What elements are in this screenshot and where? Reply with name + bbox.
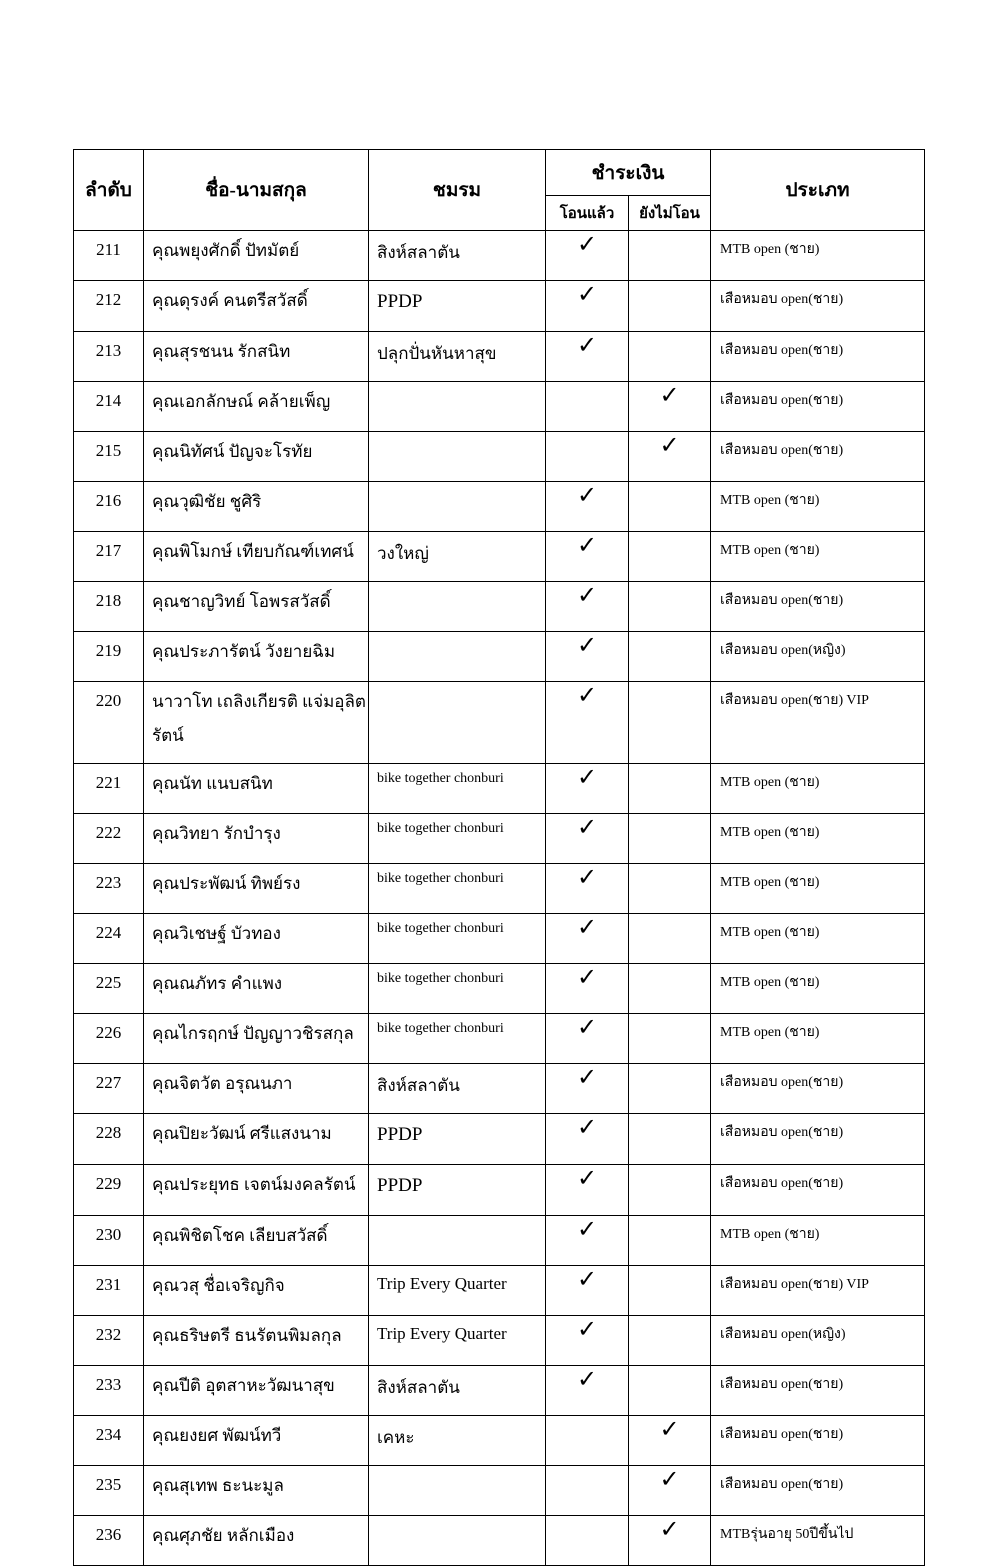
- participant-name: คุณดุรงค์ คนตรีสวัสดิ์: [144, 281, 369, 332]
- participant-name: คุณสุรชนน รักสนิท: [144, 332, 369, 382]
- category: เสือหมอบ open(ชาย) VIP: [711, 682, 925, 764]
- category: เสือหมอบ open(ชาย): [711, 582, 925, 632]
- unpaid-cell: [629, 1416, 711, 1466]
- unpaid-cell: [629, 814, 711, 864]
- row-number: 216: [74, 482, 144, 532]
- row-number: 226: [74, 1014, 144, 1064]
- check-icon: ✓: [659, 1517, 680, 1543]
- table-row: [74, 1366, 925, 1416]
- paid-cell: [546, 382, 629, 432]
- paid-cell: [546, 814, 629, 864]
- check-icon: ✓: [576, 815, 598, 841]
- paid-cell: [546, 532, 629, 582]
- category: เสือหมอบ open(ชาย): [711, 332, 925, 382]
- unpaid-cell: [629, 281, 711, 332]
- unpaid-cell: [629, 864, 711, 914]
- row-number: 215: [74, 432, 144, 482]
- category: เสือหมอบ open(ชาย): [711, 1114, 925, 1165]
- table-row: [74, 864, 925, 914]
- check-icon: ✓: [576, 1065, 598, 1091]
- participant-name: คุณพยุงศักดิ์ ปัทมัตย์: [144, 231, 369, 281]
- table-row: [74, 1416, 925, 1466]
- club-name: สิงห์สลาตัน: [369, 1366, 546, 1416]
- paid-cell: [546, 281, 629, 332]
- check-icon: ✓: [659, 1467, 680, 1493]
- check-icon: ✓: [576, 232, 598, 258]
- row-number: 217: [74, 532, 144, 582]
- table-row: [74, 1266, 925, 1316]
- participant-name: คุณประภารัตน์ วังยายฉิม: [144, 632, 369, 682]
- category: MTBรุ่นอายุ 50ปีขึ้นไป: [711, 1516, 925, 1566]
- club-name: [369, 632, 546, 682]
- unpaid-cell: [629, 1316, 711, 1366]
- club-name: [369, 382, 546, 432]
- table-row: [74, 231, 925, 281]
- club-name: สิงห์สลาตัน: [369, 1064, 546, 1114]
- participant-name: คุณไกรฤกษ์ ปัญญาวชิรสกุล: [144, 1014, 369, 1064]
- category: MTB open (ชาย): [711, 532, 925, 582]
- club-name: bike together chonburi: [369, 964, 546, 1014]
- check-icon: ✓: [576, 1367, 598, 1393]
- club-name: วงใหญ่: [369, 532, 546, 582]
- paid-cell: [546, 1416, 629, 1466]
- header-club: ชมรม: [369, 150, 546, 231]
- club-name: Trip Every Quarter: [369, 1316, 546, 1366]
- row-number: 229: [74, 1165, 144, 1216]
- paid-cell: [546, 1466, 629, 1516]
- unpaid-cell: [629, 1466, 711, 1516]
- unpaid-cell: [629, 1216, 711, 1266]
- table-row: [74, 1316, 925, 1366]
- participant-name: คุณปีติ อุตสาหะวัฒนาสุข: [144, 1366, 369, 1416]
- club-name: ปลุกปั่นหันหาสุข: [369, 332, 546, 382]
- table-row: [74, 582, 925, 632]
- club-name: bike together chonburi: [369, 1014, 546, 1064]
- unpaid-cell: [629, 1165, 711, 1216]
- paid-cell: [546, 864, 629, 914]
- table-row: [74, 1516, 925, 1566]
- club-name: [369, 482, 546, 532]
- unpaid-cell: [629, 231, 711, 281]
- check-icon: ✓: [576, 282, 598, 308]
- row-number: 212: [74, 281, 144, 332]
- check-icon: ✓: [576, 633, 598, 659]
- paid-cell: [546, 764, 629, 814]
- paid-cell: [546, 482, 629, 532]
- table-row: [74, 632, 925, 682]
- category: เสือหมอบ open(ชาย): [711, 432, 925, 482]
- check-icon: ✓: [659, 383, 680, 409]
- paid-cell: [546, 1316, 629, 1366]
- unpaid-cell: [629, 632, 711, 682]
- category: MTB open (ชาย): [711, 964, 925, 1014]
- unpaid-cell: [629, 1014, 711, 1064]
- club-name: PPDP: [369, 281, 546, 332]
- category: MTB open (ชาย): [711, 914, 925, 964]
- category: MTB open (ชาย): [711, 1216, 925, 1266]
- paid-cell: [546, 1516, 629, 1566]
- row-number: 232: [74, 1316, 144, 1366]
- club-name: PPDP: [369, 1165, 546, 1216]
- table-row: [74, 814, 925, 864]
- row-number: 214: [74, 382, 144, 432]
- unpaid-cell: [629, 682, 711, 764]
- row-number: 228: [74, 1114, 144, 1165]
- category: เสือหมอบ open(ชาย): [711, 382, 925, 432]
- category: เสือหมอบ open(ชาย): [711, 1064, 925, 1114]
- participant-name: คุณวสุ ชื่อเจริญกิจ: [144, 1266, 369, 1316]
- row-number: 219: [74, 632, 144, 682]
- unpaid-cell: [629, 1516, 711, 1566]
- row-number: 234: [74, 1416, 144, 1466]
- header-unpaid: ยังไม่โอน: [629, 196, 711, 231]
- unpaid-cell: [629, 332, 711, 382]
- paid-cell: [546, 682, 629, 764]
- row-number: 236: [74, 1516, 144, 1566]
- participant-name: คุณจิตวัต อรุณนภา: [144, 1064, 369, 1114]
- unpaid-cell: [629, 1114, 711, 1165]
- participant-name: คุณนิทัศน์ ปัญจะโรทัย: [144, 432, 369, 482]
- paid-cell: [546, 1266, 629, 1316]
- check-icon: ✓: [576, 1217, 598, 1243]
- table-row: [74, 382, 925, 432]
- check-icon: ✓: [576, 865, 598, 891]
- club-name: bike together chonburi: [369, 764, 546, 814]
- table-row: [74, 532, 925, 582]
- participant-name: คุณประพัฒน์ ทิพย์รง: [144, 864, 369, 914]
- paid-cell: [546, 1114, 629, 1165]
- row-number: 224: [74, 914, 144, 964]
- check-icon: ✓: [576, 1267, 598, 1293]
- table-row: [74, 914, 925, 964]
- row-number: 222: [74, 814, 144, 864]
- check-icon: ✓: [576, 1166, 598, 1192]
- row-number: 221: [74, 764, 144, 814]
- check-icon: ✓: [576, 965, 598, 991]
- row-number: 218: [74, 582, 144, 632]
- row-number: 225: [74, 964, 144, 1014]
- category: เสือหมอบ open(หญิง): [711, 632, 925, 682]
- table-row: [74, 1064, 925, 1114]
- club-name: PPDP: [369, 1114, 546, 1165]
- check-icon: ✓: [576, 683, 598, 709]
- category: เสือหมอบ open(ชาย): [711, 1165, 925, 1216]
- check-icon: ✓: [576, 483, 598, 509]
- paid-cell: [546, 1064, 629, 1114]
- check-icon: ✓: [576, 1317, 598, 1343]
- table-row: [74, 281, 925, 332]
- check-icon: ✓: [576, 533, 598, 559]
- row-number: 223: [74, 864, 144, 914]
- paid-cell: [546, 432, 629, 482]
- paid-cell: [546, 1366, 629, 1416]
- unpaid-cell: [629, 914, 711, 964]
- paid-cell: [546, 582, 629, 632]
- unpaid-cell: [629, 964, 711, 1014]
- participant-name: คุณวิทยา รักบำรุง: [144, 814, 369, 864]
- category: MTB open (ชาย): [711, 814, 925, 864]
- club-name: สิงห์สลาตัน: [369, 231, 546, 281]
- paid-cell: [546, 632, 629, 682]
- category: MTB open (ชาย): [711, 864, 925, 914]
- row-number: 213: [74, 332, 144, 382]
- participant-name: คุณวุฒิชัย ชูศิริ: [144, 482, 369, 532]
- participant-name: คุณเอกลักษณ์ คล้ายเพ็ญ: [144, 382, 369, 432]
- club-name: เคหะ: [369, 1416, 546, 1466]
- category: MTB open (ชาย): [711, 1014, 925, 1064]
- club-name: Trip Every Quarter: [369, 1266, 546, 1316]
- row-number: 233: [74, 1366, 144, 1416]
- paid-cell: [546, 964, 629, 1014]
- header-no: ลำดับ: [74, 150, 144, 231]
- paid-cell: [546, 332, 629, 382]
- paid-cell: [546, 1014, 629, 1064]
- paid-cell: [546, 914, 629, 964]
- check-icon: ✓: [659, 433, 680, 459]
- category: เสือหมอบ open(ชาย): [711, 281, 925, 332]
- header-name: ชื่อ-นามสกุล: [144, 150, 369, 231]
- check-icon: ✓: [576, 765, 598, 791]
- check-icon: ✓: [576, 333, 598, 359]
- participant-name: คุณนัท แนบสนิท: [144, 764, 369, 814]
- unpaid-cell: [629, 1064, 711, 1114]
- category: เสือหมอบ open(หญิง): [711, 1316, 925, 1366]
- table-row: [74, 1216, 925, 1266]
- participant-name: คุณธริษตรี ธนรัตนพิมลกุล: [144, 1316, 369, 1366]
- participant-name: คุณชาญวิทย์ โอพรสวัสดิ์: [144, 582, 369, 632]
- category: เสือหมอบ open(ชาย): [711, 1466, 925, 1516]
- unpaid-cell: [629, 764, 711, 814]
- participant-name: คุณวิเชษฐ์ บัวทอง: [144, 914, 369, 964]
- category: MTB open (ชาย): [711, 482, 925, 532]
- participant-name: คุณสุเทพ ธะนะมูล: [144, 1466, 369, 1516]
- check-icon: ✓: [659, 1417, 680, 1443]
- table-row: [74, 1165, 925, 1216]
- table-row: [74, 482, 925, 532]
- unpaid-cell: [629, 532, 711, 582]
- table-row: [74, 764, 925, 814]
- club-name: [369, 1466, 546, 1516]
- paid-cell: [546, 1216, 629, 1266]
- check-icon: ✓: [576, 583, 598, 609]
- registration-table: [73, 149, 925, 1566]
- club-name: [369, 1516, 546, 1566]
- unpaid-cell: [629, 432, 711, 482]
- table-row: [74, 332, 925, 382]
- category: เสือหมอบ open(ชาย): [711, 1416, 925, 1466]
- club-name: [369, 432, 546, 482]
- participant-name: คุณปิยะวัฒน์ ศรีแสงนาม: [144, 1114, 369, 1165]
- header-paid: โอนแล้ว: [546, 196, 629, 231]
- row-number: 220: [74, 682, 144, 764]
- header-type: ประเภท: [711, 150, 925, 231]
- table-row: [74, 1114, 925, 1165]
- header-payment: ชำระเงิน: [546, 150, 711, 196]
- participant-name: นาวาโท เถลิงเกียรติ แจ่มอุลิตรัตน์: [144, 682, 369, 764]
- club-name: bike together chonburi: [369, 864, 546, 914]
- category: เสือหมอบ open(ชาย) VIP: [711, 1266, 925, 1316]
- table-row: [74, 1014, 925, 1064]
- table-row: [74, 964, 925, 1014]
- check-icon: ✓: [576, 1015, 598, 1041]
- club-name: [369, 582, 546, 632]
- row-number: 231: [74, 1266, 144, 1316]
- club-name: bike together chonburi: [369, 914, 546, 964]
- participant-name: คุณศุภชัย หลักเมือง: [144, 1516, 369, 1566]
- table-row: [74, 1466, 925, 1516]
- participant-name: คุณยงยศ พัฒน์ทวี: [144, 1416, 369, 1466]
- row-number: 227: [74, 1064, 144, 1114]
- table-row: [74, 682, 925, 764]
- club-name: [369, 1216, 546, 1266]
- category: MTB open (ชาย): [711, 764, 925, 814]
- participant-name: คุณพิโมกษ์ เทียบกัณฑ์เทศน์: [144, 532, 369, 582]
- unpaid-cell: [629, 482, 711, 532]
- check-icon: ✓: [576, 1115, 598, 1141]
- participant-name: คุณณภัทร คำแพง: [144, 964, 369, 1014]
- unpaid-cell: [629, 1266, 711, 1316]
- category: เสือหมอบ open(ชาย): [711, 1366, 925, 1416]
- paid-cell: [546, 1165, 629, 1216]
- unpaid-cell: [629, 382, 711, 432]
- row-number: 235: [74, 1466, 144, 1516]
- unpaid-cell: [629, 582, 711, 632]
- row-number: 211: [74, 231, 144, 281]
- paid-cell: [546, 231, 629, 281]
- club-name: bike together chonburi: [369, 814, 546, 864]
- unpaid-cell: [629, 1366, 711, 1416]
- table-body: [74, 231, 925, 1566]
- table-row: [74, 432, 925, 482]
- participant-name: คุณประยุทธ เจตน์มงคลรัตน์: [144, 1165, 369, 1216]
- row-number: 230: [74, 1216, 144, 1266]
- check-icon: ✓: [576, 915, 598, 941]
- participant-name: คุณพิชิตโชค เลียบสวัสดิ์: [144, 1216, 369, 1266]
- category: MTB open (ชาย): [711, 231, 925, 281]
- club-name: [369, 682, 546, 764]
